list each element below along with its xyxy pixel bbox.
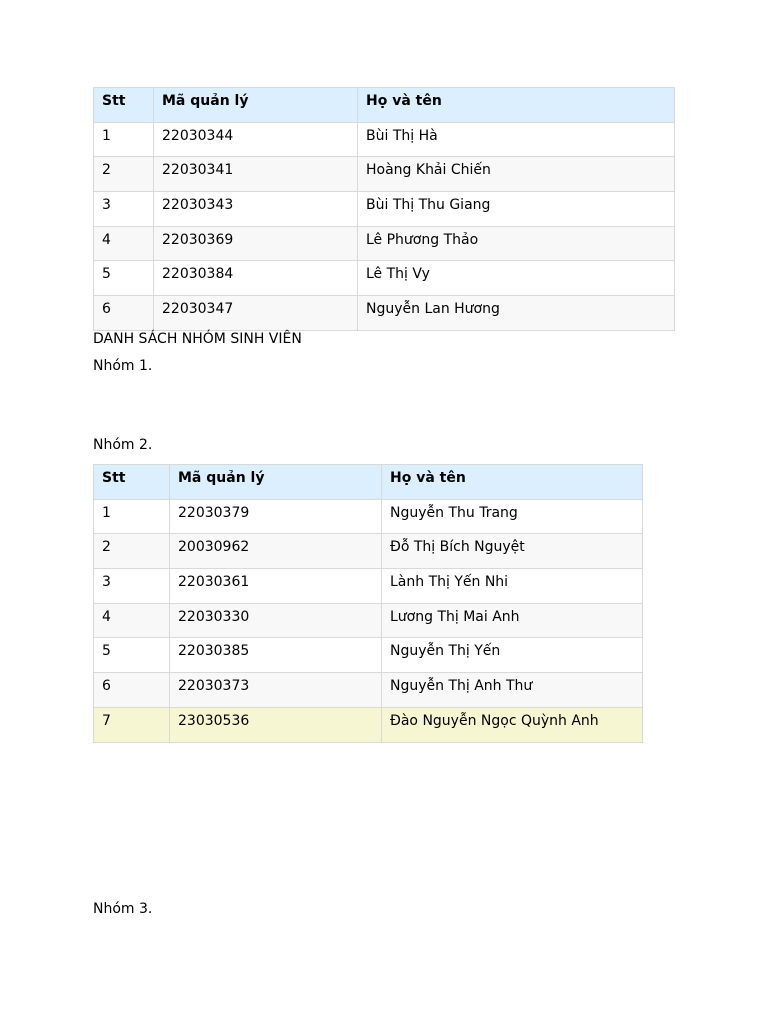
cell-ma-quan-ly: 22030384 bbox=[154, 261, 358, 296]
cell-ma-quan-ly: 22030347 bbox=[154, 296, 358, 331]
table-row bbox=[94, 192, 675, 227]
group-2-label: Nhóm 2. bbox=[93, 437, 153, 453]
cell-ma-quan-ly: 22030361 bbox=[170, 569, 382, 604]
table-row bbox=[94, 226, 675, 261]
table-row bbox=[94, 638, 643, 673]
cell-ho-va-ten: Nguyễn Thị Yến bbox=[382, 638, 643, 673]
cell-stt: 2 bbox=[94, 534, 170, 569]
cell-ma-quan-ly: 22030344 bbox=[154, 122, 358, 157]
cell-ho-va-ten: Nguyễn Thu Trang bbox=[382, 499, 643, 534]
cell-ho-va-ten: Lê Phương Thảo bbox=[358, 226, 675, 261]
table-row bbox=[94, 296, 675, 331]
student-table-2 bbox=[93, 464, 643, 743]
cell-ma-quan-ly: 22030341 bbox=[154, 157, 358, 192]
header-ho-va-ten: Họ và tên bbox=[358, 88, 675, 123]
cell-stt: 6 bbox=[94, 296, 154, 331]
cell-ho-va-ten: Lành Thị Yến Nhi bbox=[382, 569, 643, 604]
header-stt: Stt bbox=[94, 88, 154, 123]
header-stt: Stt bbox=[94, 465, 170, 500]
cell-ho-va-ten: Đỗ Thị Bích Nguyệt bbox=[382, 534, 643, 569]
cell-stt: 1 bbox=[94, 122, 154, 157]
table-row bbox=[94, 122, 675, 157]
cell-stt: 3 bbox=[94, 192, 154, 227]
group-3-label: Nhóm 3. bbox=[93, 901, 153, 917]
cell-stt: 4 bbox=[94, 603, 170, 638]
header-ho-va-ten: Họ và tên bbox=[382, 465, 643, 500]
table-row bbox=[94, 603, 643, 638]
cell-stt: 7 bbox=[94, 707, 170, 742]
cell-ho-va-ten: Bùi Thị Thu Giang bbox=[358, 192, 675, 227]
table-row-highlighted bbox=[94, 707, 643, 742]
cell-ho-va-ten: Lê Thị Vy bbox=[358, 261, 675, 296]
cell-ma-quan-ly: 22030343 bbox=[154, 192, 358, 227]
cell-stt: 2 bbox=[94, 157, 154, 192]
student-table-1 bbox=[93, 87, 675, 331]
cell-ma-quan-ly: 22030379 bbox=[170, 499, 382, 534]
table-header-row bbox=[94, 465, 643, 500]
cell-ma-quan-ly: 20030962 bbox=[170, 534, 382, 569]
table-row bbox=[94, 499, 643, 534]
cell-ho-va-ten: Nguyễn Lan Hương bbox=[358, 296, 675, 331]
cell-stt: 5 bbox=[94, 638, 170, 673]
cell-ma-quan-ly: 22030385 bbox=[170, 638, 382, 673]
cell-ho-va-ten: Lương Thị Mai Anh bbox=[382, 603, 643, 638]
table-row bbox=[94, 261, 675, 296]
cell-stt: 5 bbox=[94, 261, 154, 296]
table-row bbox=[94, 673, 643, 708]
table-header-row bbox=[94, 88, 675, 123]
cell-ma-quan-ly: 22030373 bbox=[170, 673, 382, 708]
cell-ma-quan-ly: 23030536 bbox=[170, 707, 382, 742]
header-ma-quan-ly: Mã quản lý bbox=[154, 88, 358, 123]
header-ma-quan-ly: Mã quản lý bbox=[170, 465, 382, 500]
cell-ho-va-ten: Nguyễn Thị Anh Thư bbox=[382, 673, 643, 708]
group-1-label: Nhóm 1. bbox=[93, 358, 153, 374]
table-row bbox=[94, 534, 643, 569]
cell-stt: 4 bbox=[94, 226, 154, 261]
document-title: DANH SÁCH NHÓM SINH VIÊN bbox=[93, 331, 302, 347]
table-row bbox=[94, 157, 675, 192]
cell-stt: 3 bbox=[94, 569, 170, 604]
cell-ho-va-ten: Hoàng Khải Chiến bbox=[358, 157, 675, 192]
cell-ma-quan-ly: 22030330 bbox=[170, 603, 382, 638]
cell-stt: 1 bbox=[94, 499, 170, 534]
cell-stt: 6 bbox=[94, 673, 170, 708]
cell-ho-va-ten: Bùi Thị Hà bbox=[358, 122, 675, 157]
cell-ho-va-ten: Đào Nguyễn Ngọc Quỳnh Anh bbox=[382, 707, 643, 742]
table-row bbox=[94, 569, 643, 604]
cell-ma-quan-ly: 22030369 bbox=[154, 226, 358, 261]
